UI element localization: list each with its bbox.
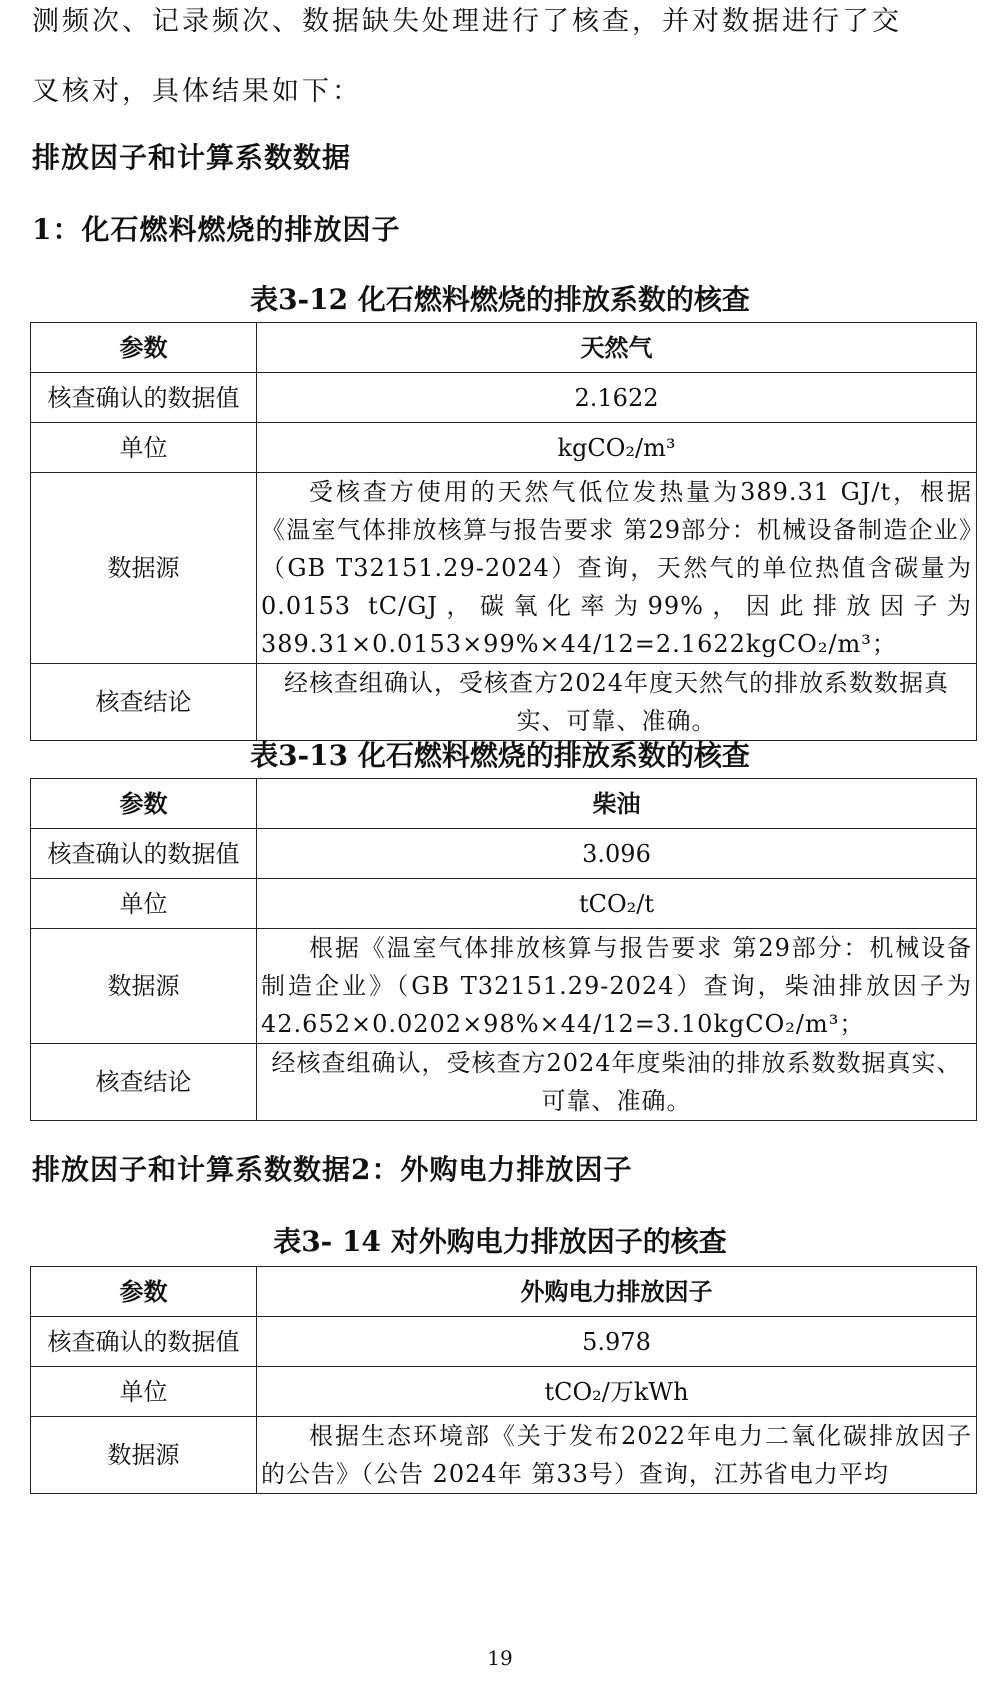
table3-confirmed-value: 5.978 — [257, 1317, 977, 1367]
table2-source-label: 数据源 — [31, 929, 257, 1044]
table2-confirmed-value: 3.096 — [257, 829, 977, 879]
table2-header-param: 参数 — [31, 779, 257, 829]
table1-header-param: 参数 — [31, 323, 257, 373]
table3-unit-value: tCO₂/万kWh — [257, 1367, 977, 1417]
table-row — [31, 1417, 977, 1494]
table3-header-param: 参数 — [31, 1267, 257, 1317]
intro-line-1: 测频次、记录频次、数据缺失处理进行了核查，并对数据进行了交 — [32, 6, 902, 37]
table-row — [31, 473, 977, 664]
intro-line-2: 叉核对，具体结果如下： — [32, 76, 362, 107]
table2-header-value: 柴油 — [257, 779, 977, 829]
section-title: 排放因子和计算系数数据 — [32, 141, 352, 174]
table-row — [31, 879, 977, 929]
table2-conclusion-label: 核查结论 — [31, 1044, 257, 1121]
table2 — [30, 778, 977, 1121]
table2-confirmed-label: 核查确认的数据值 — [31, 829, 257, 879]
table2-unit-value: tCO₂/t — [257, 879, 977, 929]
table-row — [31, 373, 977, 423]
table1-conclusion-value: 经核查组确认，受核查方2024年度天然气的排放系数数据真实、可靠、准确。 — [257, 664, 977, 741]
table-row — [31, 323, 977, 373]
table-row — [31, 423, 977, 473]
table3-caption: 表3- 14 对外购电力排放因子的核查 — [273, 1225, 727, 1258]
table2-conclusion-value: 经核查组确认，受核查方2024年度柴油的排放系数数据真实、可靠、准确。 — [257, 1044, 977, 1121]
table-row — [31, 1267, 977, 1317]
table2-source-value: 根据《温室气体排放核算与报告要求 第29部分：机械设备制造企业》（GB T32151.29-2024）查询，柴油排放因子为42.652×0.0202×98%×44/12=3.10kgCO₂/m³； — [257, 929, 977, 1044]
table-row — [31, 779, 977, 829]
page-number: 19 — [487, 1646, 513, 1670]
table3-unit-label: 单位 — [31, 1367, 257, 1417]
table1-header-value: 天然气 — [257, 323, 977, 373]
table1-caption: 表3-12 化石燃料燃烧的排放系数的核查 — [250, 283, 750, 316]
table-row — [31, 929, 977, 1044]
table3 — [30, 1266, 977, 1494]
table3-source-value: 根据生态环境部《关于发布2022年电力二氧化碳排放因子的公告》（公告 2024年 第33号）查询，江苏省电力平均 — [257, 1417, 977, 1494]
table1-source-label: 数据源 — [31, 473, 257, 664]
table-row — [31, 1317, 977, 1367]
table-row — [31, 664, 977, 741]
table3-source-label: 数据源 — [31, 1417, 257, 1494]
table1-source-value: 受核查方使用的天然气低位发热量为389.31 GJ/t，根据《温室气体排放核算与报告要求 第29部分：机械设备制造企业》（GB T32151.29-2024）查询，天然气的单位热值含碳量为0.0153 tC/GJ，碳氧化率为99%，因此排放因子为389.31×0.0153×99%×44/12=2.1622kgCO₂/m³； — [257, 473, 977, 664]
section2-title: 排放因子和计算系数数据2：外购电力排放因子 — [32, 1153, 633, 1186]
table-row — [31, 1367, 977, 1417]
table2-unit-label: 单位 — [31, 879, 257, 929]
table-row — [31, 829, 977, 879]
table3-confirmed-label: 核查确认的数据值 — [31, 1317, 257, 1367]
table1-confirmed-value: 2.1622 — [257, 373, 977, 423]
intro-paragraph — [32, 2, 962, 112]
table1-unit-label: 单位 — [31, 423, 257, 473]
table1-unit-value: kgCO₂/m³ — [257, 423, 977, 473]
table1-conclusion-label: 核查结论 — [31, 664, 257, 741]
subsection-title: 1：化石燃料燃烧的排放因子 — [32, 213, 401, 246]
table-row — [31, 1044, 977, 1121]
table1-confirmed-label: 核查确认的数据值 — [31, 373, 257, 423]
table1 — [30, 322, 977, 741]
table3-header-value: 外购电力排放因子 — [257, 1267, 977, 1317]
table2-caption: 表3-13 化石燃料燃烧的排放系数的核查 — [250, 739, 750, 772]
